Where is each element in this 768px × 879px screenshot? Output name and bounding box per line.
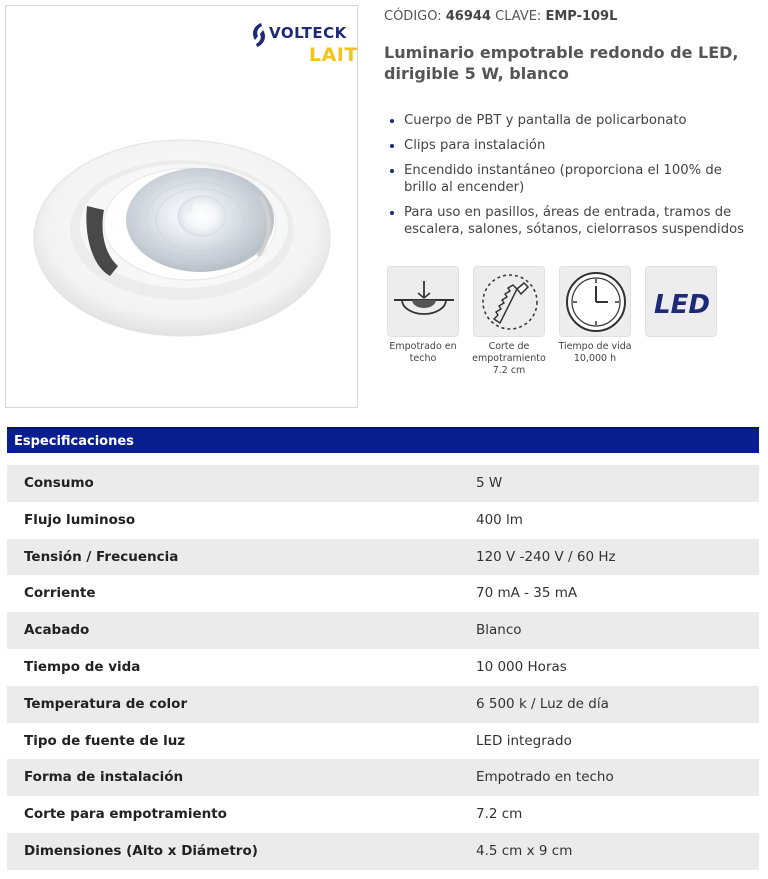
spec-value: 5 W <box>476 475 503 491</box>
table-row <box>7 759 759 796</box>
spec-label: Flujo luminoso <box>24 511 136 528</box>
feature-caption: Empotrado en techo <box>389 341 457 364</box>
volteck-logo-icon <box>249 22 269 48</box>
brand-name: VOLTECK <box>269 24 347 42</box>
spec-value: Blanco <box>476 622 522 639</box>
product-code-line <box>384 9 617 24</box>
spec-label: Tipo de fuente de luz <box>24 732 186 749</box>
feature-bullets <box>386 112 758 246</box>
spec-value: 120 V -240 V / 60 Hz <box>476 548 616 565</box>
clock-icon <box>560 267 632 338</box>
feature-cutout <box>472 266 546 377</box>
spec-label: Corte para empotramiento <box>24 806 227 823</box>
table-row <box>7 612 759 649</box>
bullet-item: Cuerpo de PBT y pantalla de policarbonato <box>386 112 758 129</box>
table-row <box>7 796 759 833</box>
feature-tile <box>387 266 459 337</box>
spec-value: 70 mA - 35 mA <box>476 585 578 602</box>
feature-caption: Corte de empotramiento 7.2 cm <box>472 341 546 376</box>
spec-label: Corriente <box>24 585 96 602</box>
spec-label: Temperatura de color <box>24 695 188 712</box>
table-row <box>7 833 759 870</box>
spec-label: Dimensiones (Alto x Diámetro) <box>24 842 258 859</box>
table-row <box>7 539 759 576</box>
code-label: CÓDIGO: <box>384 9 442 24</box>
led-text: LED <box>654 290 710 320</box>
cut-out-icon <box>474 267 546 338</box>
feature-tile <box>645 266 717 337</box>
brand-logo <box>249 20 358 66</box>
downlight-photo <box>32 126 332 346</box>
spec-value: 10 000 Horas <box>476 658 567 675</box>
spec-label: Tensión / Frecuencia <box>24 548 179 565</box>
feature-caption: Tiempo de vida 10,000 h <box>558 341 632 364</box>
spec-value: Empotrado en techo <box>476 769 614 786</box>
feature-ceiling <box>386 266 460 365</box>
spec-value: 6 500 k / Luz de día <box>476 695 609 712</box>
spec-value: LED integrado <box>476 732 572 749</box>
specs-header: Especificaciones <box>7 427 759 453</box>
table-row <box>7 465 759 502</box>
spec-value: 7.2 cm <box>476 806 523 823</box>
feature-tile <box>473 266 545 337</box>
bullet-item: Para uso en pasillos, áreas de entrada, tramos de escalera, salones, sótanos, cielorrasos suspendidos <box>386 204 758 238</box>
bullet-item: Clips para instalación <box>386 137 758 154</box>
spec-value: 4.5 cm x 9 cm <box>476 842 573 859</box>
table-row <box>7 575 759 612</box>
key-label: CLAVE: <box>495 9 542 24</box>
feature-led <box>644 266 718 341</box>
product-title: Luminario empotrable redondo de LED, dirigible 5 W, blanco <box>384 43 739 83</box>
spec-label: Consumo <box>24 475 94 491</box>
table-row <box>7 723 759 760</box>
spec-value: 400 lm <box>476 511 523 528</box>
code-value: 46944 <box>445 9 491 24</box>
product-image <box>5 5 358 408</box>
feature-tile <box>559 266 631 337</box>
ceiling-mount-icon <box>388 267 460 338</box>
spec-label: Forma de instalación <box>24 769 184 786</box>
led-icon <box>646 267 718 338</box>
feature-icons <box>386 266 726 386</box>
table-row <box>7 686 759 723</box>
spec-label: Acabado <box>24 622 90 639</box>
bullet-item: Encendido instantáneo (proporciona el 100% de brillo al encender) <box>386 162 758 196</box>
feature-lifetime <box>558 266 632 365</box>
table-row <box>7 649 759 686</box>
spec-label: Tiempo de vida <box>24 658 141 675</box>
key-value: EMP-109L <box>545 9 618 24</box>
brand-sub: LAIT <box>309 44 358 66</box>
table-row <box>7 502 759 539</box>
specs-table <box>7 465 759 870</box>
